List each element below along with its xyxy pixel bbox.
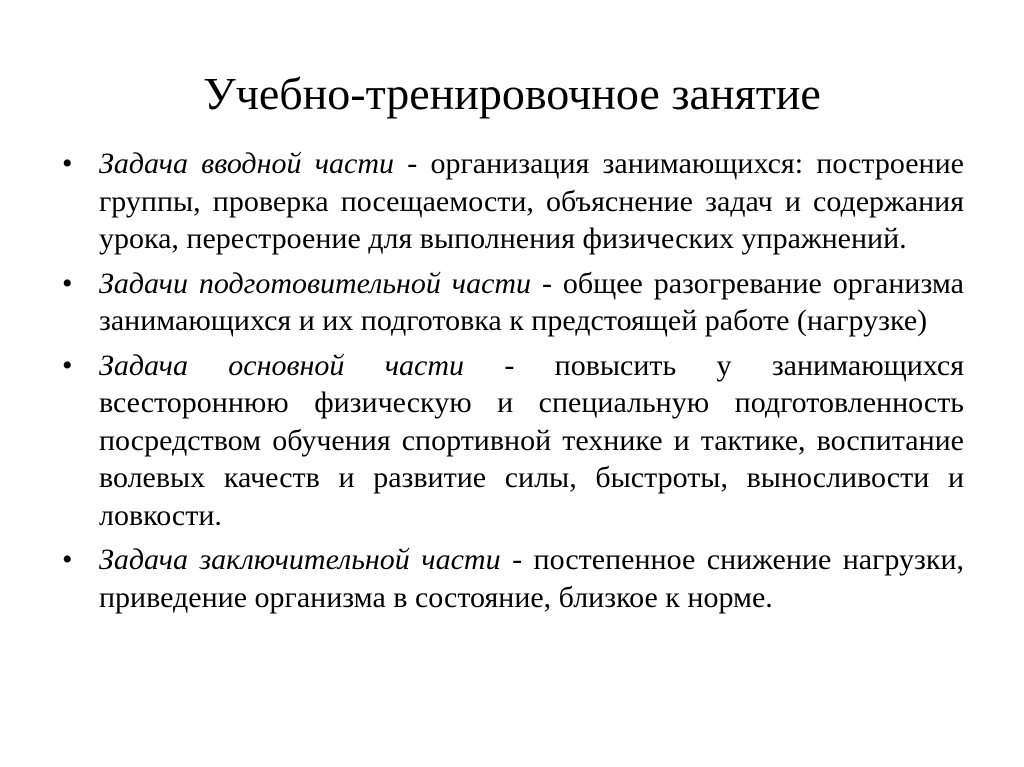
list-item (62, 347, 964, 535)
list-item (62, 265, 964, 340)
item-term: Задачи подготовительной части (99, 266, 532, 300)
item-text: - общее разогревание организма занимающихся и их подготовка к предстоящей работе (нагрузке) (99, 266, 965, 337)
item-term: Задача основной части (99, 348, 464, 382)
bullet-icon: • (62, 348, 73, 382)
item-text: - повысить у занимающихся всестороннюю физическую и специальную подготовленность посредством обучения спортивной технике и тактике, воспитание волевых качеств и развитие силы, быстроты, выносливости и ловкости. (99, 348, 965, 532)
list-item (62, 541, 964, 616)
item-term: Задача заключительной части (99, 543, 501, 576)
bullet-icon: • (62, 543, 73, 576)
item-term: Задача вводной части (99, 147, 395, 180)
item-text: - постепенное снижение нагрузки, приведение организма в состояние, близкое к норме. (99, 543, 965, 614)
bullet-icon: • (62, 147, 73, 180)
slide-title: Учебно-тренировочное занятие (203, 68, 821, 119)
bullet-icon: • (62, 266, 73, 300)
list-item (62, 145, 964, 258)
item-text: - организация занимающихся: построение группы, проверка посещаемости, объяснение задач и содержания урока, перестроение для выполнения физических упражнений. (99, 147, 964, 255)
bullet-list (62, 145, 964, 623)
